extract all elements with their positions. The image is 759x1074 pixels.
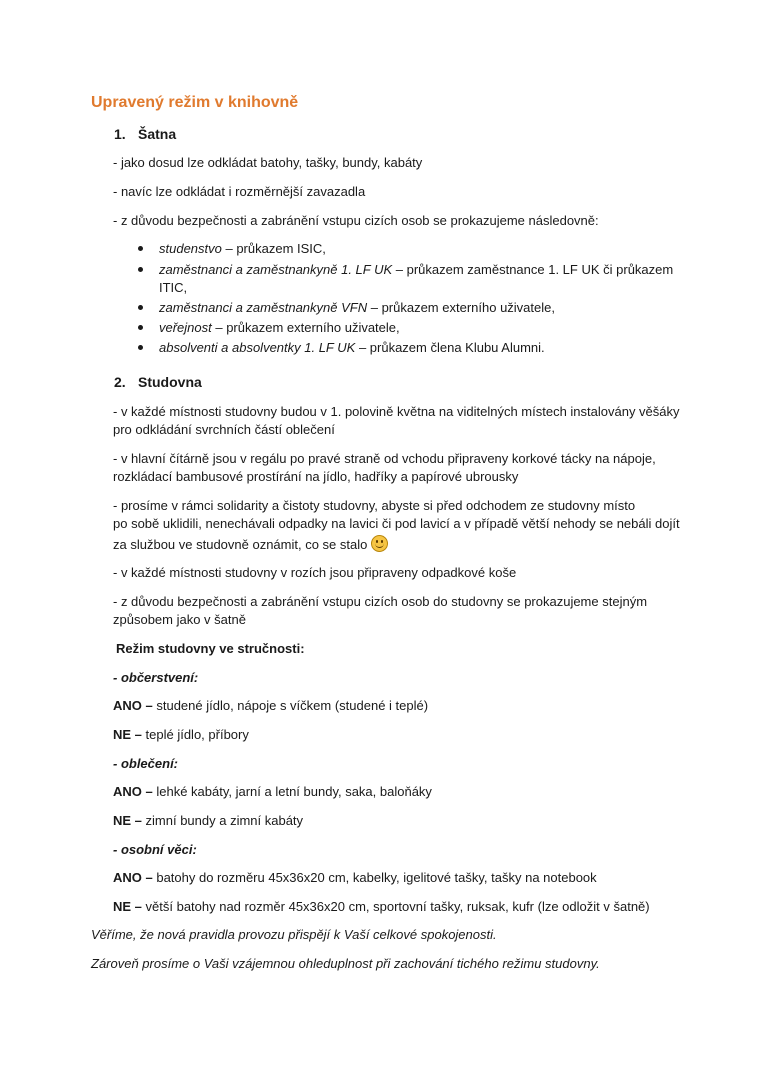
section-title: Šatna — [138, 126, 177, 142]
closing-line: Zároveň prosíme o Vaši vzájemnou ohleduplnost při zachování tichého režimu studovny. — [91, 956, 600, 971]
rule-no: NE – větší batohy nad rozměr 45x36x20 cm, sportovní tašky, ruksak, kufr (lze odložit v šatně) — [113, 899, 650, 914]
list-item: absolventi a absolventky 1. LF UK – průkazem člena Klubu Alumni. — [159, 340, 545, 355]
bullet-icon — [138, 246, 143, 251]
paragraph: - v každé místnosti studovny budou v 1. polovině května na viditelných místech instalovány věšáky — [113, 404, 680, 419]
section-heading-satna — [114, 125, 176, 143]
rule-no: NE – teplé jídlo, příbory — [113, 727, 249, 742]
paragraph: - prosíme v rámci solidarity a čistoty studovny, abyste si před odchodem ze studovny místo — [113, 498, 636, 513]
paragraph: po sobě uklidili, nenechávali odpadky na lavici či pod lavicí a v případě větší nehody se nebáli dojít — [113, 516, 680, 531]
closing-line: Věříme, že nová pravidla provozu přispějí k Vaší celkové spokojenosti. — [91, 927, 497, 942]
list-item-continuation: ITIC, — [159, 280, 188, 295]
rule-no: NE – zimní bundy a zimní kabáty — [113, 813, 304, 828]
bullet-icon — [138, 325, 143, 330]
list-item: veřejnost – průkazem externího uživatele, — [159, 320, 400, 335]
paragraph: rozkládací bambusové prostírání na jídlo, hadříky a papírové ubrousky — [113, 469, 519, 484]
rule-yes: ANO – studené jídlo, nápoje s víčkem (studené i teplé) — [113, 698, 429, 713]
paragraph: - jako dosud lze odkládat batohy, tašky, bundy, kabáty — [113, 155, 423, 170]
list-item: zaměstnanci a zaměstnankyně VFN – průkazem externího uživatele, — [159, 300, 555, 315]
list-item: studenstvo – průkazem ISIC, — [159, 241, 326, 256]
section-heading-studovna — [114, 373, 202, 391]
summary-heading: Režim studovny ve stručnosti: — [116, 641, 305, 656]
page-title: Upravený režim v knihovně — [91, 94, 299, 111]
paragraph: - z důvodu bezpečnosti a zabránění vstupu cizích osob do studovny se prokazujeme stejným — [113, 594, 648, 609]
paragraph: za službou ve studovně oznámit, co se stalo — [113, 535, 388, 554]
category-label: - oblečení: — [113, 756, 179, 771]
paragraph: - z důvodu bezpečnosti a zabránění vstupu cizích osob se prokazujeme následovně: — [113, 213, 599, 228]
bullet-icon — [138, 305, 143, 310]
rule-yes: ANO – batohy do rozměru 45x36x20 cm, kabelky, igelitové tašky, tašky na notebook — [113, 870, 597, 885]
paragraph: - v každé místnosti studovny v rozích jsou připraveny odpadkové koše — [113, 565, 517, 580]
category-label: - občerstvení: — [113, 670, 199, 685]
paragraph: - v hlavní čítárně jsou v regálu po pravé straně od vchodu připraveny korkové tácky na nápoje, — [113, 451, 656, 466]
bullet-icon — [138, 345, 143, 350]
paragraph: - navíc lze odkládat i rozměrnější zavazadla — [113, 184, 366, 199]
rule-yes: ANO – lehké kabáty, jarní a letní bundy, saka, baloňáky — [113, 784, 432, 799]
paragraph: pro odkládání svrchních částí oblečení — [113, 422, 335, 437]
bullet-icon — [138, 267, 143, 272]
section-title: Studovna — [138, 374, 202, 390]
smiley-icon — [371, 535, 388, 552]
section-number: 1. — [114, 126, 126, 142]
category-label: - osobní věci: — [113, 842, 197, 857]
paragraph: způsobem jako v šatně — [113, 612, 246, 627]
list-item: zaměstnanci a zaměstnankyně 1. LF UK – průkazem zaměstnance 1. LF UK či průkazem — [159, 262, 674, 277]
section-number: 2. — [114, 374, 126, 390]
